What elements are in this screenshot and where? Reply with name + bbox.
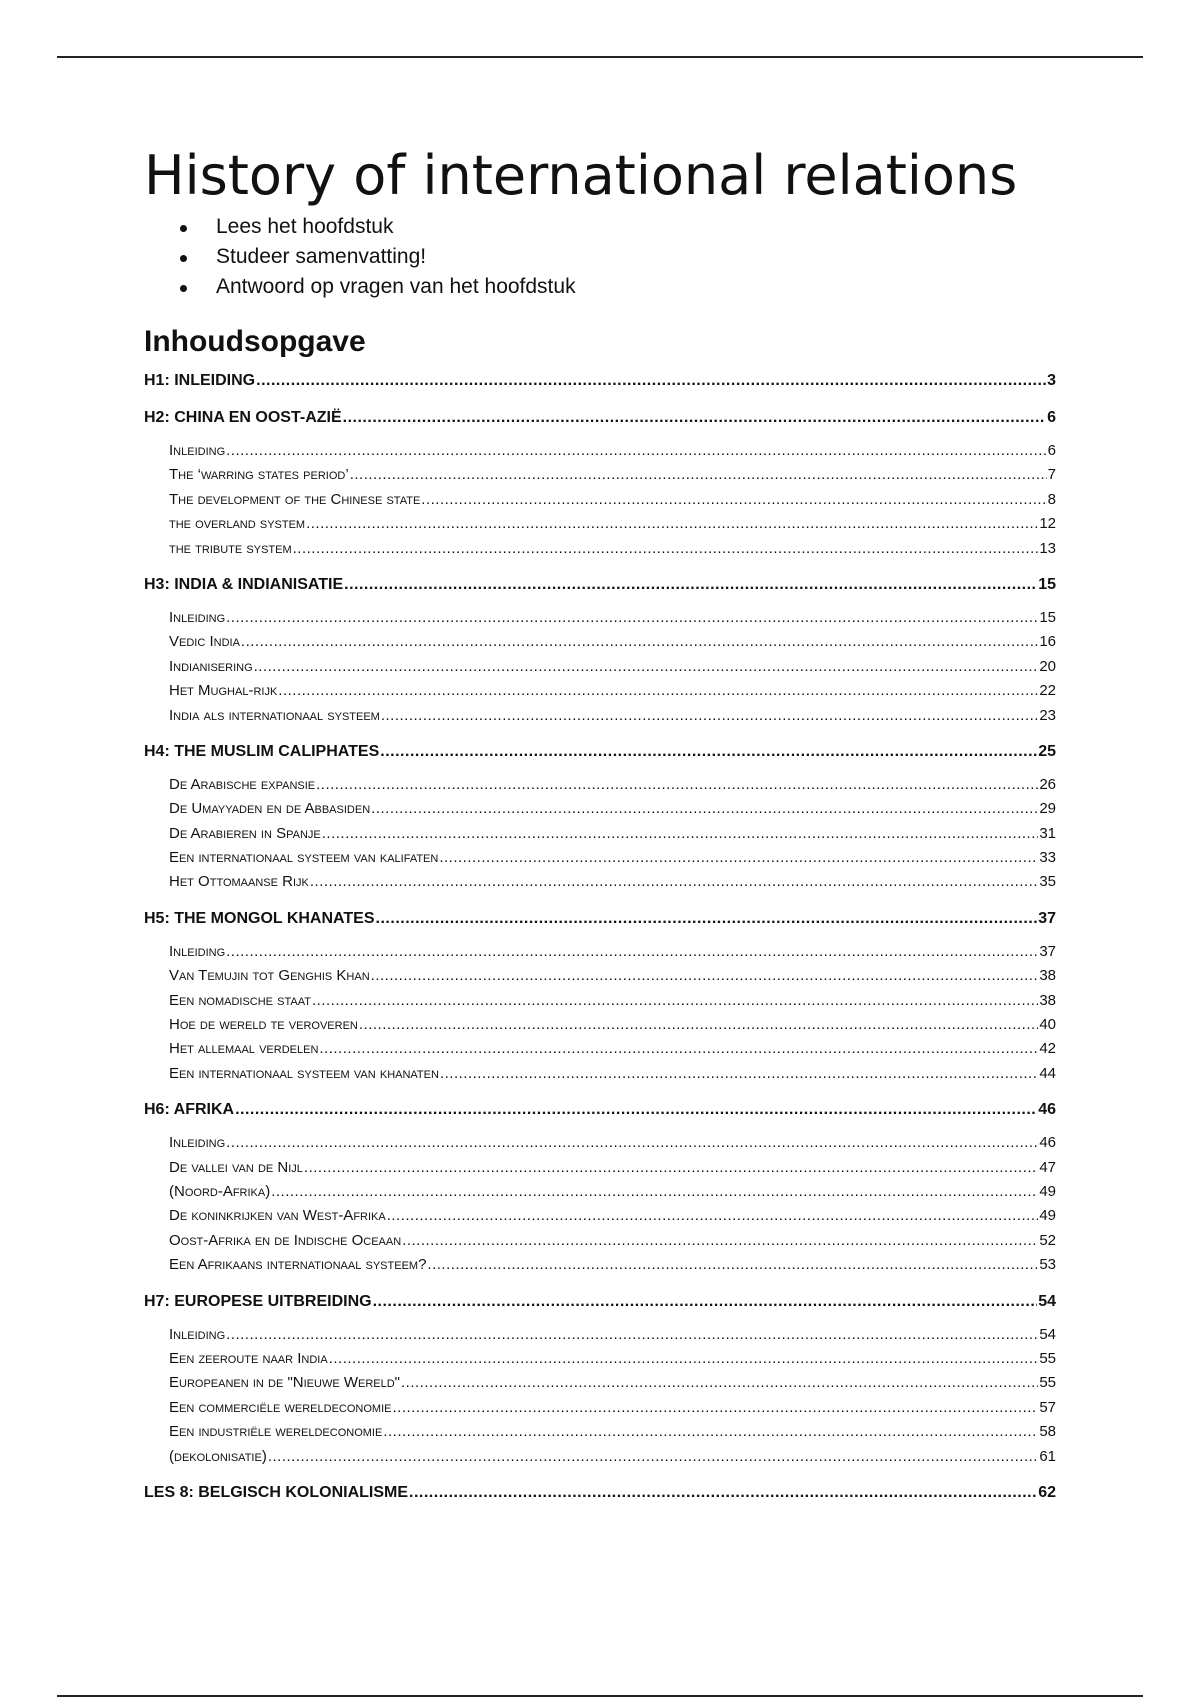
toc-section-entry[interactable] xyxy=(144,1371,1056,1395)
toc-page-number: 58 xyxy=(1039,1423,1056,1441)
toc-section-entry[interactable] xyxy=(144,964,1056,988)
toc-dot-leader xyxy=(226,606,1038,630)
toc-page-number: 6 xyxy=(1047,409,1056,426)
document-body xyxy=(144,140,1056,1514)
bullet-item xyxy=(144,212,1056,242)
bullet-item xyxy=(144,242,1056,272)
toc-section-label: Het allemaal verdelen xyxy=(169,1040,319,1058)
bullet-icon xyxy=(180,225,187,232)
toc-dot-leader xyxy=(278,679,1038,703)
toc-dot-leader xyxy=(380,739,1037,765)
bullet-text: Antwoord op vragen van het hoofdstuk xyxy=(216,275,576,298)
toc-page-number: 37 xyxy=(1039,942,1056,960)
toc-section-entry[interactable] xyxy=(144,822,1056,846)
toc-chapter-label: H7: EUROPESE UITBREIDING xyxy=(144,1292,372,1310)
toc-dot-leader xyxy=(409,1480,1037,1506)
toc-page-number: 26 xyxy=(1039,775,1056,793)
toc-dot-leader xyxy=(322,822,1039,846)
toc-section-label: (Noord-Afrika) xyxy=(169,1182,271,1200)
toc-chapter-label: H1: INLEIDING xyxy=(144,372,256,389)
toc-page-number: 54 xyxy=(1039,1325,1056,1343)
toc-page-number: 55 xyxy=(1039,1349,1056,1367)
toc-dot-leader xyxy=(304,1156,1038,1180)
toc-section-label: Een internationaal systeem van kalifaten xyxy=(169,849,439,867)
toc-dot-leader xyxy=(268,1445,1039,1469)
toc-chapter-label: H4: THE MUSLIM CALIPHATES xyxy=(144,742,380,760)
toc-dot-leader xyxy=(241,630,1038,654)
toc-section-entry[interactable] xyxy=(144,1396,1056,1420)
toc-dot-leader xyxy=(312,989,1038,1013)
toc-dot-leader xyxy=(226,940,1038,964)
toc-page-number: 12 xyxy=(1039,515,1056,533)
toc-section-entry[interactable] xyxy=(144,630,1056,654)
toc-dot-leader xyxy=(310,870,1038,894)
toc-page-number: 16 xyxy=(1039,633,1056,651)
toc-section-label: Een industriële wereldeconomie xyxy=(169,1423,383,1441)
toc-section-entry[interactable] xyxy=(144,989,1056,1013)
toc-section-entry[interactable] xyxy=(144,655,1056,679)
toc-page-number: 38 xyxy=(1039,991,1056,1009)
toc-section-entry[interactable] xyxy=(144,773,1056,797)
toc-section-label: De Umayyaden en de Abbasiden xyxy=(169,800,371,818)
header-rule xyxy=(57,56,1143,58)
toc-section-entry[interactable] xyxy=(144,488,1056,512)
toc-dot-leader xyxy=(376,906,1038,932)
toc-dot-leader xyxy=(383,1420,1038,1444)
toc-chapter-label: H3: INDIA & INDIANISATIE xyxy=(144,575,344,593)
toc-dot-leader xyxy=(343,405,1046,431)
toc-section-entry[interactable] xyxy=(144,1445,1056,1469)
toc-section-label: The ‘warring states period’ xyxy=(169,466,349,484)
toc-dot-leader xyxy=(293,537,1039,561)
toc-section-entry[interactable] xyxy=(144,870,1056,894)
toc-section-entry[interactable] xyxy=(144,1037,1056,1061)
toc-page-number: 46 xyxy=(1038,1101,1056,1119)
bullet-icon xyxy=(180,255,187,262)
bullet-item xyxy=(144,272,1056,302)
toc-page-number: 3 xyxy=(1047,372,1056,389)
toc-dot-leader xyxy=(350,463,1047,487)
toc-section-entry[interactable] xyxy=(144,704,1056,728)
toc-chapter-label: H2: CHINA EN OOST-AZIË xyxy=(144,409,342,426)
toc-page-number: 61 xyxy=(1039,1447,1056,1465)
toc-section-entry[interactable] xyxy=(144,679,1056,703)
toc-chapter-entry[interactable] xyxy=(144,572,1056,598)
toc-dot-leader xyxy=(256,368,1046,394)
toc-section-label: Oost-Afrika en de Indische Oceaan xyxy=(169,1231,402,1249)
toc-dot-leader xyxy=(235,1097,1037,1123)
toc-section-label: The development of the Chinese state xyxy=(169,490,421,508)
toc-section-entry[interactable] xyxy=(144,1323,1056,1347)
toc-section-label: Een Afrikaans internationaal systeem? xyxy=(169,1256,427,1274)
toc-page-number: 38 xyxy=(1039,967,1056,985)
toc-section-entry[interactable] xyxy=(144,1180,1056,1204)
toc-page-number: 49 xyxy=(1039,1182,1056,1200)
toc-heading: Inhoudsopgave xyxy=(144,325,366,358)
toc-chapter-entry[interactable] xyxy=(144,1289,1056,1315)
toc-chapter-entry[interactable] xyxy=(144,405,1056,431)
toc-page-number: 54 xyxy=(1038,1292,1056,1310)
toc-page-number: 46 xyxy=(1039,1134,1056,1152)
toc-chapter-entry[interactable] xyxy=(144,1097,1056,1123)
toc-page-number: 33 xyxy=(1039,849,1056,867)
toc-section-entry[interactable] xyxy=(144,940,1056,964)
toc-page-number: 52 xyxy=(1039,1231,1056,1249)
toc-page-number: 62 xyxy=(1038,1483,1056,1501)
toc-section-label: the overland system xyxy=(169,515,306,533)
toc-page-number: 31 xyxy=(1039,824,1056,842)
toc-section-label: Een internationaal systeem van khanaten xyxy=(169,1064,439,1082)
toc-page-number: 37 xyxy=(1038,909,1056,927)
toc-section-label: Van Temujin tot Genghis Khan xyxy=(169,967,370,985)
toc-page-number: 40 xyxy=(1039,1016,1056,1034)
toc-section-label: Het Ottomaanse Rijk xyxy=(169,873,309,891)
toc-section-entry[interactable] xyxy=(144,1253,1056,1277)
toc-section-label: Hoe de wereld te veroveren xyxy=(169,1016,358,1034)
document-title: History of international relations xyxy=(144,144,1018,207)
toc-page-number: 8 xyxy=(1047,490,1056,508)
toc-page-number: 35 xyxy=(1039,873,1056,891)
toc-section-label: India als internationaal systeem xyxy=(169,706,380,724)
toc-dot-leader xyxy=(440,1062,1038,1086)
toc-dot-leader xyxy=(421,488,1046,512)
toc-dot-leader xyxy=(329,1347,1039,1371)
toc-section-label: Indianisering xyxy=(169,657,253,675)
toc-section-label: (dekolonisatie) xyxy=(169,1447,267,1465)
toc-page-number: 15 xyxy=(1039,608,1056,626)
toc-section-label: the tribute system xyxy=(169,539,292,557)
toc-section-entry[interactable] xyxy=(144,1156,1056,1180)
toc-page-number: 25 xyxy=(1038,742,1056,760)
toc-page-number: 29 xyxy=(1039,800,1056,818)
toc-page-number: 13 xyxy=(1039,539,1056,557)
toc-dot-leader xyxy=(344,572,1037,598)
toc-section-entry[interactable] xyxy=(144,1229,1056,1253)
toc-page-number: 47 xyxy=(1039,1158,1056,1176)
toc-section-label: Een commerciële wereldeconomie xyxy=(169,1398,392,1416)
toc-dot-leader xyxy=(316,773,1038,797)
toc-page-number: 22 xyxy=(1039,682,1056,700)
toc-dot-leader xyxy=(306,512,1038,536)
toc-dot-leader xyxy=(439,846,1038,870)
toc-dot-leader xyxy=(359,1013,1038,1037)
toc-page-number: 23 xyxy=(1039,706,1056,724)
toc-section-label: Een nomadische staat xyxy=(169,991,311,1009)
toc-section-entry[interactable] xyxy=(144,846,1056,870)
toc-section-label: Inleiding xyxy=(169,1325,226,1343)
toc-dot-leader xyxy=(254,655,1039,679)
toc-section-label: De koninkrijken van West-Afrika xyxy=(169,1207,386,1225)
toc-page-number: 49 xyxy=(1039,1207,1056,1225)
toc-chapter-entry[interactable] xyxy=(144,906,1056,932)
toc-section-entry[interactable] xyxy=(144,1204,1056,1228)
toc-dot-leader xyxy=(392,1396,1038,1420)
toc-section-label: Vedic India xyxy=(169,633,240,651)
toc-page-number: 53 xyxy=(1039,1256,1056,1274)
toc-section-entry[interactable] xyxy=(144,1013,1056,1037)
toc-dot-leader xyxy=(226,439,1047,463)
toc-page-number: 44 xyxy=(1039,1064,1056,1082)
bullet-text: Lees het hoofdstuk xyxy=(216,215,394,238)
toc-section-entry[interactable] xyxy=(144,1062,1056,1086)
toc-dot-leader xyxy=(381,704,1038,728)
toc-section-entry[interactable] xyxy=(144,512,1056,536)
toc-dot-leader xyxy=(271,1180,1038,1204)
toc-dot-leader xyxy=(371,797,1038,821)
toc-section-label: Inleiding xyxy=(169,608,226,626)
toc-page-number: 55 xyxy=(1039,1374,1056,1392)
toc-chapter-entry[interactable] xyxy=(144,1480,1056,1506)
toc-section-label: Inleiding xyxy=(169,442,226,459)
toc-dot-leader xyxy=(402,1229,1038,1253)
toc-page-number: 42 xyxy=(1039,1040,1056,1058)
toc-section-entry[interactable] xyxy=(144,463,1056,487)
toc-section-entry[interactable] xyxy=(144,537,1056,561)
toc-section-entry[interactable] xyxy=(144,439,1056,463)
toc-section-entry[interactable] xyxy=(144,1131,1056,1155)
toc-chapter-entry[interactable] xyxy=(144,368,1056,394)
footer-rule xyxy=(57,1695,1143,1697)
toc-chapter-label: LES 8: BELGISCH KOLONIALISME xyxy=(144,1483,409,1501)
table-of-contents xyxy=(144,368,1056,1506)
toc-chapter-entry[interactable] xyxy=(144,739,1056,765)
toc-dot-leader xyxy=(226,1323,1038,1347)
toc-section-label: De Arabische expansie xyxy=(169,775,316,793)
bullet-icon xyxy=(180,285,187,292)
toc-chapter-label: H5: THE MONGOL KHANATES xyxy=(144,909,375,927)
toc-dot-leader xyxy=(371,964,1039,988)
toc-section-label: Inleiding xyxy=(169,942,226,960)
bullet-text: Studeer samenvatting! xyxy=(216,245,427,268)
toc-page-number: 57 xyxy=(1039,1398,1056,1416)
toc-section-label: Inleiding xyxy=(169,1134,226,1152)
toc-section-entry[interactable] xyxy=(144,1420,1056,1444)
toc-chapter-label: H6: AFRIKA xyxy=(144,1101,235,1119)
toc-dot-leader xyxy=(387,1204,1039,1228)
toc-dot-leader xyxy=(427,1253,1038,1277)
toc-section-label: Het Mughal-rijk xyxy=(169,682,278,700)
toc-page-number: 15 xyxy=(1038,575,1056,593)
toc-dot-leader xyxy=(319,1037,1038,1061)
toc-dot-leader xyxy=(401,1371,1038,1395)
toc-page-number: 7 xyxy=(1047,466,1056,484)
toc-dot-leader xyxy=(226,1131,1038,1155)
toc-section-label: Een zeeroute naar India xyxy=(169,1349,328,1367)
toc-section-entry[interactable] xyxy=(144,797,1056,821)
toc-section-label: De Arabieren in Spanje xyxy=(169,824,321,842)
toc-page-number: 20 xyxy=(1039,657,1056,675)
toc-section-label: De vallei van de Nijl xyxy=(169,1158,303,1176)
toc-page-number: 6 xyxy=(1047,442,1056,459)
toc-section-label: Europeanen in de "Nieuwe Wereld" xyxy=(169,1374,401,1392)
bullet-list xyxy=(144,212,1056,302)
toc-section-entry[interactable] xyxy=(144,1347,1056,1371)
toc-dot-leader xyxy=(373,1289,1038,1315)
toc-section-entry[interactable] xyxy=(144,606,1056,630)
